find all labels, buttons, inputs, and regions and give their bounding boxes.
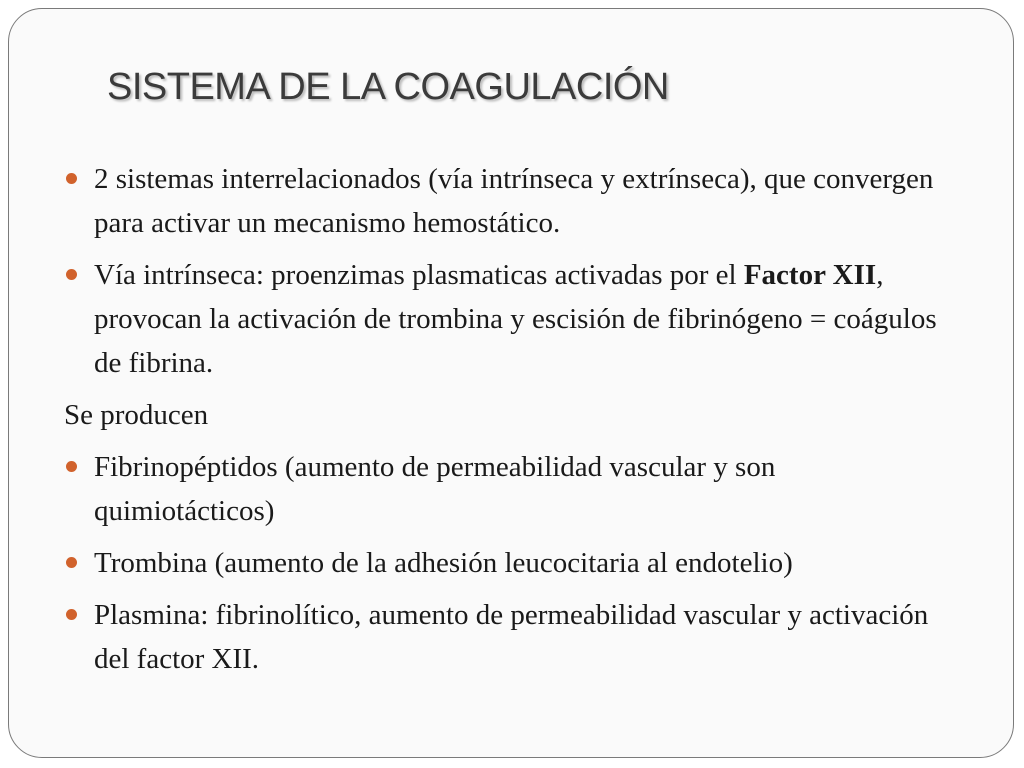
bullet-dot-icon [66, 609, 77, 620]
bullet-dot-icon [66, 269, 77, 280]
bullet-text-1: 2 sistemas interrelacionados (vía intrínseca y extrínseca), que convergen para activar un mecanismo hemostático. [94, 163, 934, 239]
bullet-item-5 [64, 593, 944, 681]
slide-frame [8, 8, 1014, 758]
bullet-item-2 [64, 253, 944, 385]
bullet-text-2-end: , provocan la activación de trombina y escisión de fibrinógeno = coágulos de fibrina. [94, 259, 937, 379]
slide-content [64, 157, 944, 689]
bullet-text-2-start: Vía intrínseca: proenzimas plasmaticas activadas por el [94, 259, 744, 291]
plain-line [64, 393, 944, 437]
slide-title: SISTEMA DE LA COAGULACIÓN [107, 66, 669, 108]
bullet-dot-icon [66, 173, 77, 184]
bullet-dot-icon [66, 557, 77, 568]
plain-text: Se producen [64, 399, 209, 431]
bullet-text-3: Fibrinopéptidos (aumento de permeabilidad vascular y son quimiotácticos) [94, 451, 776, 527]
bullet-text-5: Plasmina: fibrinolítico, aumento de permeabilidad vascular y activación del factor XII. [94, 599, 929, 675]
bullet-item-3 [64, 445, 944, 533]
bullet-dot-icon [66, 461, 77, 472]
bullet-text-2-bold: Factor XII [743, 259, 877, 291]
bullet-item-4 [64, 541, 944, 585]
bullet-item-1 [64, 157, 944, 245]
bullet-text-4: Trombina (aumento de la adhesión leucocitaria al endotelio) [94, 547, 793, 579]
